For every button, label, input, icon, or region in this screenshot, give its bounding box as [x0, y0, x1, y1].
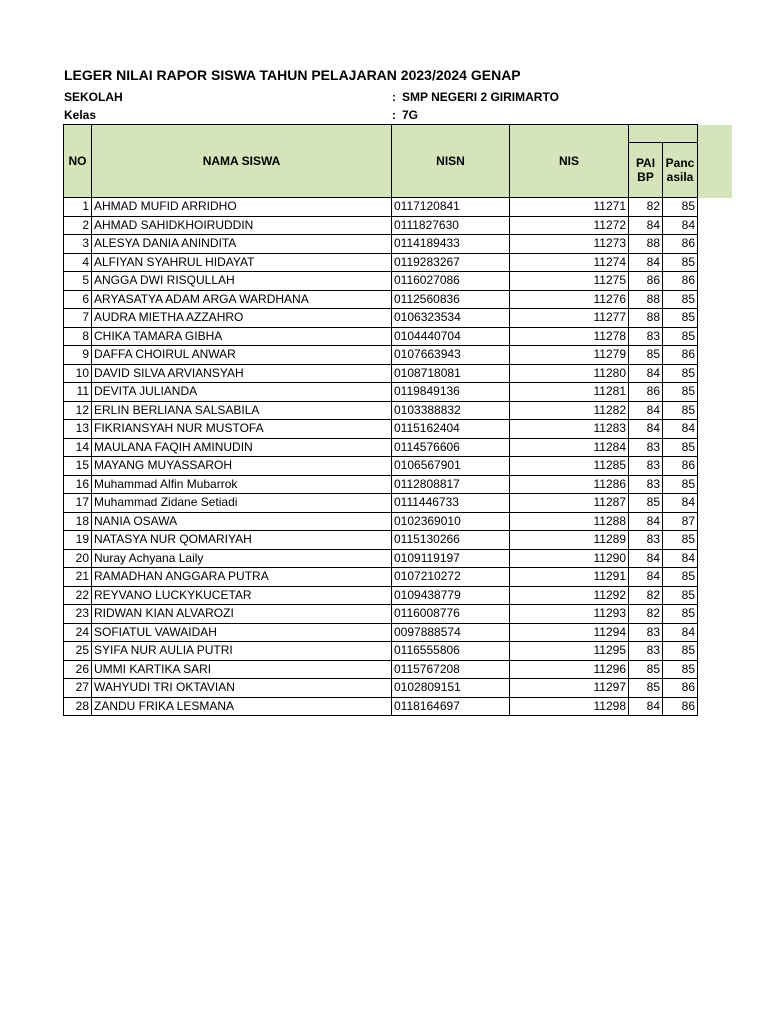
cell-nama: ZANDU FRIKA LESMANA [92, 697, 392, 716]
cell-pancasila: 85 [663, 198, 698, 217]
cell-nisn: 0107663943 [392, 346, 510, 365]
cell-nisn: 0119849136 [392, 383, 510, 402]
column-header-group [629, 125, 698, 143]
table-row [64, 235, 698, 254]
table-row [64, 216, 698, 235]
cell-pancasila: 85 [663, 253, 698, 272]
cell-nis: 11275 [510, 272, 629, 291]
cell-pancasila: 84 [663, 549, 698, 568]
cell-pai: 83 [629, 438, 663, 457]
cell-nama: UMMI KARTIKA SARI [92, 660, 392, 679]
column-header-nis: NIS [510, 125, 629, 198]
cell-nama: REYVANO LUCKYKUCETAR [92, 586, 392, 605]
table-row [64, 531, 698, 550]
column-header-pai: PAI BP [629, 143, 663, 198]
cell-no: 10 [64, 364, 92, 383]
cell-nis: 11279 [510, 346, 629, 365]
table-row [64, 494, 698, 513]
cell-no: 11 [64, 383, 92, 402]
cell-nisn: 0115130266 [392, 531, 510, 550]
cell-nisn: 0104440704 [392, 327, 510, 346]
cell-nisn: 0114576606 [392, 438, 510, 457]
cell-pai: 84 [629, 216, 663, 235]
cell-nisn: 0109119197 [392, 549, 510, 568]
cell-no: 7 [64, 309, 92, 328]
cell-pai: 88 [629, 309, 663, 328]
table-row [64, 346, 698, 365]
cell-no: 13 [64, 420, 92, 439]
cell-nama: AHMAD MUFID ARRIDHO [92, 198, 392, 217]
cell-pai: 84 [629, 253, 663, 272]
cell-pancasila: 85 [663, 660, 698, 679]
cell-nama: AUDRA MIETHA AZZAHRO [92, 309, 392, 328]
cell-nama: NANIA OSAWA [92, 512, 392, 531]
cell-pai: 84 [629, 420, 663, 439]
cell-nama: SYIFA NUR AULIA PUTRI [92, 642, 392, 661]
table-row [64, 364, 698, 383]
cell-nama: CHIKA TAMARA GIBHA [92, 327, 392, 346]
cell-nama: Muhammad Alfin Mubarrok [92, 475, 392, 494]
table-row [64, 679, 698, 698]
cell-nis: 11294 [510, 623, 629, 642]
cell-pai: 88 [629, 235, 663, 254]
table-row [64, 642, 698, 661]
cell-pancasila: 85 [663, 383, 698, 402]
cell-nisn: 0111827630 [392, 216, 510, 235]
cell-no: 18 [64, 512, 92, 531]
cell-no: 15 [64, 457, 92, 476]
cell-nama: SOFIATUL VAWAIDAH [92, 623, 392, 642]
meta-school-sep: : [392, 90, 396, 104]
table-row [64, 586, 698, 605]
cell-nis: 11289 [510, 531, 629, 550]
table-row [64, 568, 698, 587]
cell-no: 26 [64, 660, 92, 679]
cell-pai: 85 [629, 660, 663, 679]
table-row [64, 457, 698, 476]
cell-no: 14 [64, 438, 92, 457]
cell-nis: 11287 [510, 494, 629, 513]
table-row [64, 272, 698, 291]
cell-nama: MAULANA FAQIH AMINUDIN [92, 438, 392, 457]
cell-nisn: 0112808817 [392, 475, 510, 494]
cell-pai: 85 [629, 494, 663, 513]
cell-nis: 11271 [510, 198, 629, 217]
cell-pai: 82 [629, 605, 663, 624]
cell-nisn: 0109438779 [392, 586, 510, 605]
cell-nama: MAYANG MUYASSAROH [92, 457, 392, 476]
table-row [64, 420, 698, 439]
cell-nisn: 0111446733 [392, 494, 510, 513]
cell-nama: ALESYA DANIA ANINDITA [92, 235, 392, 254]
cell-nis: 11277 [510, 309, 629, 328]
cell-no: 23 [64, 605, 92, 624]
cell-no: 3 [64, 235, 92, 254]
cell-no: 25 [64, 642, 92, 661]
cell-pancasila: 87 [663, 512, 698, 531]
cell-nama: ARYASATYA ADAM ARGA WARDHANA [92, 290, 392, 309]
cell-pai: 88 [629, 290, 663, 309]
cell-nisn: 0102809151 [392, 679, 510, 698]
cell-nisn: 0114189433 [392, 235, 510, 254]
cell-nama: DAVID SILVA ARVIANSYAH [92, 364, 392, 383]
cell-pancasila: 85 [663, 605, 698, 624]
meta-class-label: Kelas [64, 108, 97, 122]
table-row [64, 697, 698, 716]
cell-pai: 84 [629, 401, 663, 420]
cell-no: 8 [64, 327, 92, 346]
table-row [64, 383, 698, 402]
cell-pai: 84 [629, 697, 663, 716]
cell-pai: 84 [629, 364, 663, 383]
meta-class-row [64, 108, 419, 122]
meta-school-value: SMP NEGERI 2 GIRIMARTO [402, 90, 559, 104]
cell-nis: 11274 [510, 253, 629, 272]
cell-pai: 85 [629, 679, 663, 698]
cell-pancasila: 85 [663, 290, 698, 309]
cell-no: 21 [64, 568, 92, 587]
cell-nama: ANGGA DWI RISQULLAH [92, 272, 392, 291]
cell-pai: 83 [629, 642, 663, 661]
cell-no: 2 [64, 216, 92, 235]
meta-school-label: SEKOLAH [64, 90, 123, 104]
cell-nis: 11296 [510, 660, 629, 679]
cell-pancasila: 85 [663, 401, 698, 420]
cell-nama: Nuray Achyana Laily [92, 549, 392, 568]
cell-pai: 86 [629, 383, 663, 402]
cell-no: 17 [64, 494, 92, 513]
table-row [64, 309, 698, 328]
meta-school-row [64, 90, 559, 104]
cell-nis: 11280 [510, 364, 629, 383]
cell-nama: NATASYA NUR QOMARIYAH [92, 531, 392, 550]
cell-nisn: 0116008776 [392, 605, 510, 624]
cell-no: 9 [64, 346, 92, 365]
cell-nisn: 0097888574 [392, 623, 510, 642]
cell-no: 28 [64, 697, 92, 716]
cell-pai: 84 [629, 568, 663, 587]
column-header-nama: NAMA SISWA [92, 125, 392, 198]
cell-nama: DEVITA JULIANDA [92, 383, 392, 402]
table-body [64, 198, 698, 716]
cell-nis: 11282 [510, 401, 629, 420]
cell-nis: 11295 [510, 642, 629, 661]
cell-nama: Muhammad Zidane Setiadi [92, 494, 392, 513]
cell-nis: 11286 [510, 475, 629, 494]
cell-pai: 83 [629, 531, 663, 550]
cell-pancasila: 86 [663, 457, 698, 476]
cell-pancasila: 86 [663, 679, 698, 698]
cell-nama: RIDWAN KIAN ALVAROZI [92, 605, 392, 624]
cell-pai: 83 [629, 457, 663, 476]
cell-nis: 11273 [510, 235, 629, 254]
cell-nis: 11276 [510, 290, 629, 309]
cell-nisn: 0106323534 [392, 309, 510, 328]
cell-pai: 83 [629, 327, 663, 346]
cell-nis: 11291 [510, 568, 629, 587]
page-title: LEGER NILAI RAPOR SISWA TAHUN PELAJARAN 2023/2024 GENAP [64, 67, 521, 83]
cell-no: 5 [64, 272, 92, 291]
cell-nis: 11272 [510, 216, 629, 235]
cell-nisn: 0115162404 [392, 420, 510, 439]
cell-nis: 11298 [510, 697, 629, 716]
cell-pai: 86 [629, 272, 663, 291]
cell-nama: WAHYUDI TRI OKTAVIAN [92, 679, 392, 698]
cell-nama: DAFFA CHOIRUL ANWAR [92, 346, 392, 365]
table-row [64, 660, 698, 679]
header-background-extension [696, 125, 732, 198]
cell-nis: 11288 [510, 512, 629, 531]
cell-pancasila: 84 [663, 216, 698, 235]
cell-nisn: 0117120841 [392, 198, 510, 217]
cell-no: 4 [64, 253, 92, 272]
cell-pai: 84 [629, 549, 663, 568]
cell-pai: 82 [629, 198, 663, 217]
table-row [64, 290, 698, 309]
cell-nama: FIKRIANSYAH NUR MUSTOFA [92, 420, 392, 439]
cell-pancasila: 85 [663, 309, 698, 328]
table-row [64, 549, 698, 568]
cell-pancasila: 85 [663, 586, 698, 605]
table-row [64, 438, 698, 457]
cell-nisn: 0107210272 [392, 568, 510, 587]
cell-nis: 11292 [510, 586, 629, 605]
table-row [64, 512, 698, 531]
cell-nisn: 0119283267 [392, 253, 510, 272]
table-row [64, 623, 698, 642]
cell-pancasila: 85 [663, 438, 698, 457]
cell-nama: RAMADHAN ANGGARA PUTRA [92, 568, 392, 587]
column-header-nisn: NISN [392, 125, 510, 198]
cell-nama: AHMAD SAHIDKHOIRUDDIN [92, 216, 392, 235]
cell-nisn: 0103388832 [392, 401, 510, 420]
cell-no: 20 [64, 549, 92, 568]
cell-pancasila: 86 [663, 235, 698, 254]
column-header-no: NO [64, 125, 92, 198]
cell-nis: 11285 [510, 457, 629, 476]
cell-pai: 82 [629, 586, 663, 605]
cell-no: 19 [64, 531, 92, 550]
cell-nis: 11293 [510, 605, 629, 624]
cell-no: 6 [64, 290, 92, 309]
cell-no: 22 [64, 586, 92, 605]
cell-pancasila: 84 [663, 623, 698, 642]
column-header-pancasila: Panc asila [663, 143, 698, 198]
cell-pancasila: 86 [663, 697, 698, 716]
cell-nisn: 0118164697 [392, 697, 510, 716]
cell-nisn: 0116027086 [392, 272, 510, 291]
cell-nis: 11281 [510, 383, 629, 402]
grades-table [63, 124, 698, 716]
cell-pai: 85 [629, 346, 663, 365]
cell-nisn: 0112560836 [392, 290, 510, 309]
cell-pai: 84 [629, 512, 663, 531]
cell-no: 27 [64, 679, 92, 698]
cell-nisn: 0106567901 [392, 457, 510, 476]
cell-pai: 83 [629, 475, 663, 494]
table-row [64, 475, 698, 494]
cell-pancasila: 85 [663, 475, 698, 494]
cell-pancasila: 85 [663, 642, 698, 661]
cell-pancasila: 84 [663, 494, 698, 513]
cell-nis: 11278 [510, 327, 629, 346]
cell-nama: ALFIYAN SYAHRUL HIDAYAT [92, 253, 392, 272]
cell-no: 16 [64, 475, 92, 494]
meta-class-sep: : [392, 108, 396, 122]
cell-nisn: 0108718081 [392, 364, 510, 383]
table-row [64, 401, 698, 420]
cell-pancasila: 84 [663, 420, 698, 439]
cell-pancasila: 85 [663, 327, 698, 346]
table-row [64, 198, 698, 217]
cell-nama: ERLIN BERLIANA SALSABILA [92, 401, 392, 420]
table-row [64, 605, 698, 624]
table-row [64, 253, 698, 272]
cell-nis: 11290 [510, 549, 629, 568]
cell-no: 24 [64, 623, 92, 642]
cell-no: 12 [64, 401, 92, 420]
cell-nisn: 0115767208 [392, 660, 510, 679]
cell-pancasila: 85 [663, 364, 698, 383]
cell-pancasila: 86 [663, 346, 698, 365]
cell-nis: 11283 [510, 420, 629, 439]
cell-nisn: 0102369010 [392, 512, 510, 531]
cell-pancasila: 86 [663, 272, 698, 291]
cell-pai: 83 [629, 623, 663, 642]
cell-pancasila: 85 [663, 568, 698, 587]
meta-class-value: 7G [402, 108, 419, 122]
cell-nisn: 0116555806 [392, 642, 510, 661]
cell-nis: 11284 [510, 438, 629, 457]
cell-pancasila: 85 [663, 531, 698, 550]
cell-no: 1 [64, 198, 92, 217]
table-row [64, 327, 698, 346]
cell-nis: 11297 [510, 679, 629, 698]
